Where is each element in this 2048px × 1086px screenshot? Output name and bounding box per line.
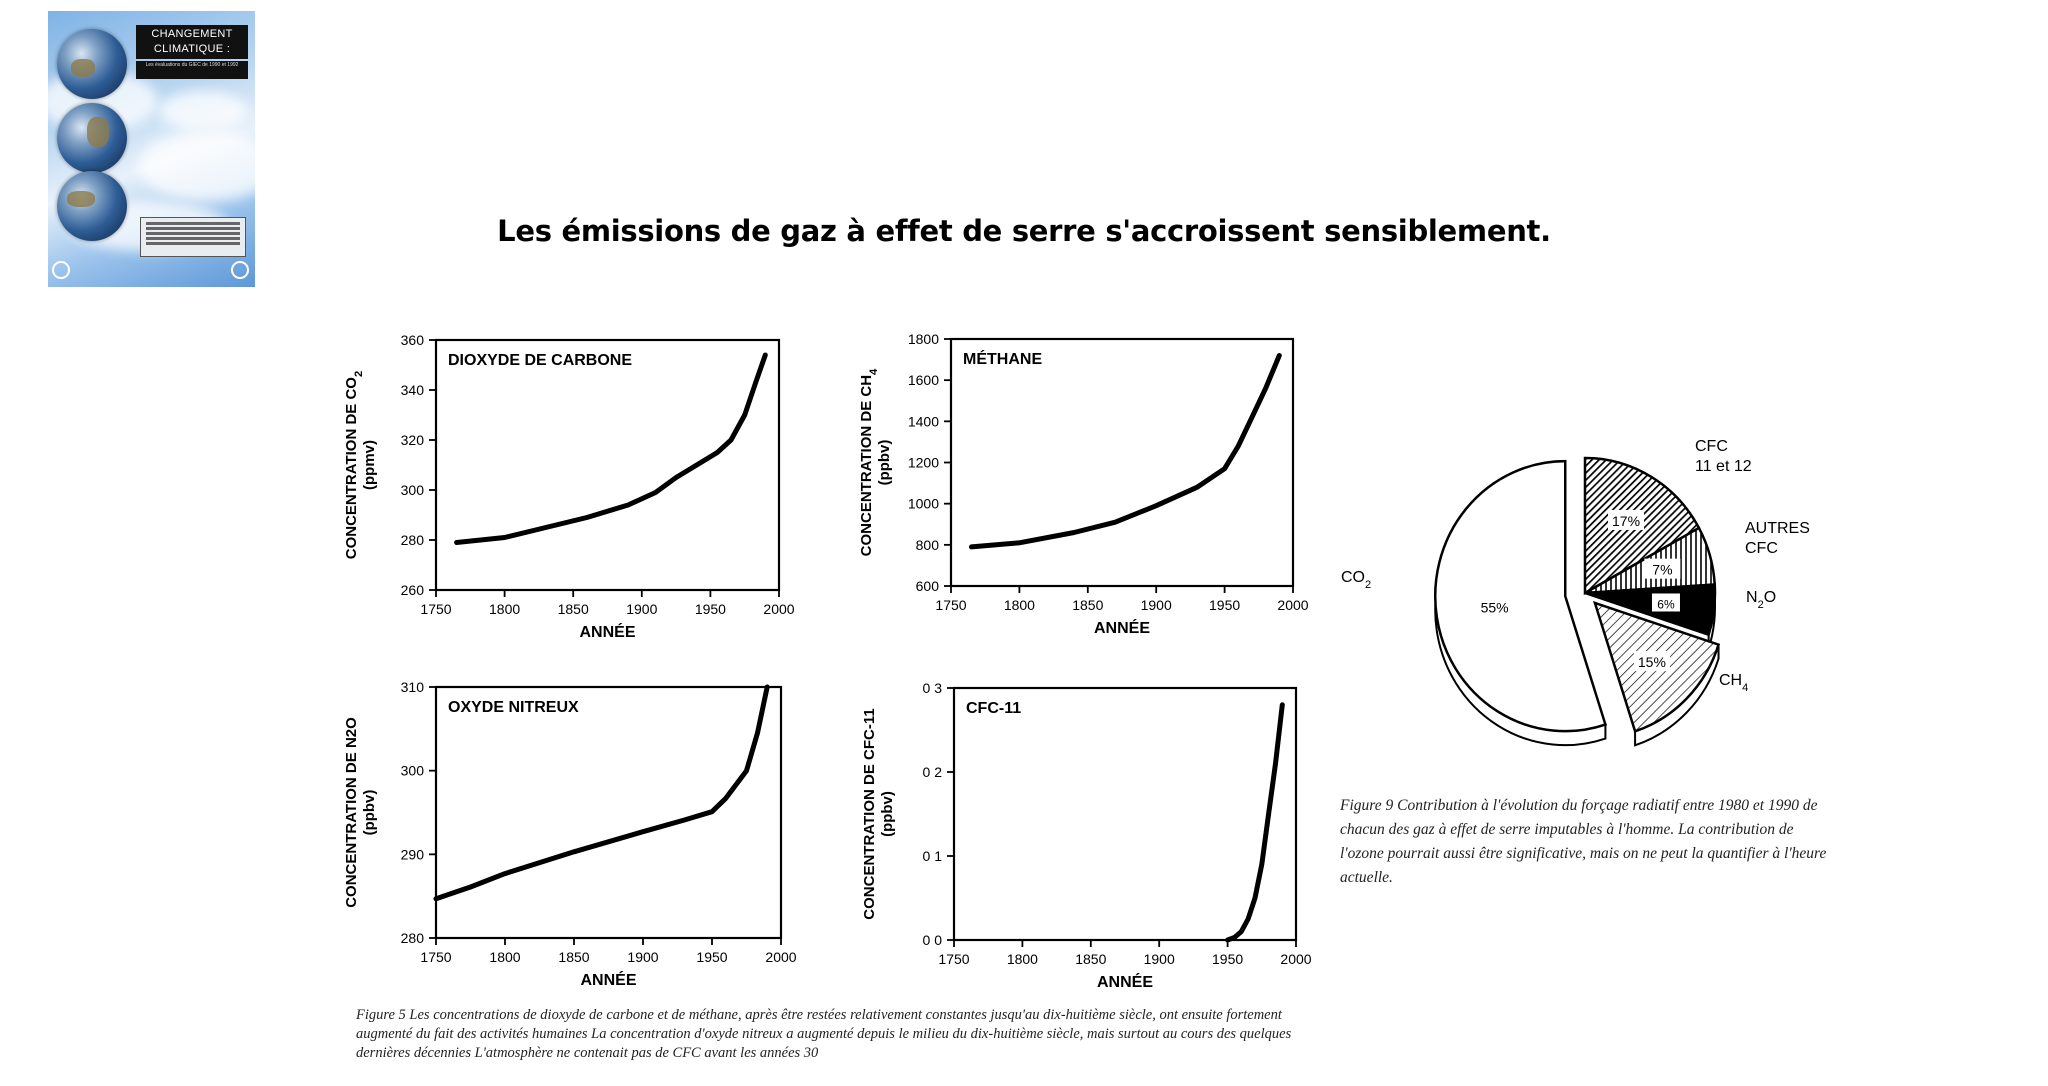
x-tick-label: 1850 (1075, 951, 1107, 967)
y-tick-label: 320 (400, 432, 424, 448)
chart-title: MÉTHANE (963, 351, 1043, 368)
pie-category-label: CFC (1695, 438, 1728, 455)
y-axis-unit: (ppbv) (876, 439, 893, 486)
pie-value-label: 7% (1652, 561, 1673, 578)
chart-4 (861, 680, 1312, 991)
cover-title: CHANGEMENT CLIMATIQUE : (136, 25, 248, 59)
y-tick-label: 260 (400, 582, 424, 598)
data-line (436, 687, 767, 899)
x-tick-label: 1750 (420, 601, 452, 617)
x-tick-label: 2000 (765, 949, 797, 965)
plot-frame (436, 340, 779, 590)
plot-frame (954, 688, 1296, 940)
y-axis-unit: (ppbv) (879, 791, 896, 837)
x-axis-label: ANNÉE (1093, 620, 1151, 637)
y-axis-label: CONCENTRATION DE $CH_4$ (858, 368, 880, 557)
y-axis-unit: (ppbv) (361, 789, 378, 836)
y-tick-label: 1600 (907, 372, 939, 389)
y-tick-label: 310 (400, 679, 424, 695)
plot-frame (436, 687, 781, 938)
pie-category-label: 11 et 12 (1695, 458, 1752, 475)
x-tick-label: 1900 (627, 949, 659, 965)
y-axis-label: CONCENTRATION DE N2O (343, 717, 360, 908)
chart-title: OXYDE NITREUX (448, 699, 579, 716)
y-tick-label: 1400 (907, 413, 939, 430)
x-tick-label: 1800 (1006, 951, 1038, 967)
x-tick-label: 1950 (1209, 597, 1241, 613)
y-tick-label: 360 (400, 332, 424, 348)
x-tick-label: 2000 (763, 601, 795, 617)
x-tick-label: 2000 (1277, 597, 1309, 613)
plot-frame (951, 339, 1293, 586)
x-tick-label: 1850 (557, 601, 589, 617)
x-tick-label: 1900 (1143, 951, 1175, 967)
x-tick-label: 1900 (1140, 597, 1172, 613)
y-axis-unit: (ppmv) (361, 440, 378, 490)
pie-category-label: AUTRES (1745, 520, 1810, 537)
figure9-caption: Figure 9 Contribution à l'évolution du forçage radiatif entre 1980 et 1990 de chacun des gaz à effet de serre imputables à l'homme. La contribution de l'ozone pourrait aussi être significative, mais on ne peut la quantifier à l'heure actuelle. (1340, 797, 1827, 886)
data-line (1228, 705, 1283, 940)
x-tick-label: 1750 (420, 949, 452, 965)
y-tick-label: 280 (400, 532, 424, 548)
y-tick-label: 1200 (907, 454, 939, 471)
slide-headline: Les émissions de gaz à effet de serre s'accroissent sensiblement. (497, 214, 1551, 248)
x-tick-label: 1900 (626, 601, 658, 617)
x-tick-label: 1950 (694, 601, 726, 617)
y-tick-label: 1800 (907, 331, 939, 347)
y-tick-label: 300 (400, 482, 424, 498)
pie-chart (1341, 438, 1810, 745)
cover-subtitle: Les évaluations du GIEC de 1990 et 1992 (136, 61, 248, 79)
y-axis-label: CONCENTRATION DE CFC-11 (861, 708, 878, 920)
data-line (972, 356, 1280, 547)
data-line (457, 355, 766, 543)
y-tick-label: 340 (400, 382, 424, 398)
pie-category-label: $CO_2$ (1341, 569, 1372, 591)
x-tick-label: 1950 (1212, 951, 1244, 967)
x-axis-label: ANNÉE (1096, 974, 1154, 991)
y-tick-label: 0 3 (922, 680, 942, 696)
y-tick-label: 290 (400, 846, 424, 863)
pie-category-label: $CH_4$ (1719, 672, 1749, 694)
chart-3 (343, 679, 797, 989)
x-tick-label: 1750 (938, 951, 970, 967)
pie-category-label: $N_2O$ (1746, 589, 1777, 611)
x-axis-label: ANNÉE (579, 624, 636, 641)
y-tick-label: 600 (915, 578, 939, 594)
pie-category-label: CFC (1745, 540, 1778, 557)
y-axis-label: CONCENTRATION DE $CO_2$ (343, 370, 365, 560)
chart-1 (343, 332, 795, 641)
y-tick-label: 1000 (907, 495, 939, 512)
pie-value-label: 17% (1612, 512, 1641, 529)
chart-2 (858, 331, 1309, 637)
x-tick-label: 1800 (1003, 597, 1035, 613)
figure5-caption: Figure 5 Les concentrations de dioxyde de carbone et de méthane, après être restées relativement constantes jusqu'au dix-huitième siècle, ont ensuite fortement augmenté du fait des activités humaines La concentration d'oxyde nitreux a augmenté depuis le milieu du dix-huitième siècle, mais surtout au cours des quelques dernières décennies L'atmosphère ne contenait pas de CFC avant les années 30 (356, 1007, 1292, 1061)
chart-title: DIOXYDE DE CARBONE (448, 352, 633, 369)
y-tick-label: 800 (915, 536, 939, 553)
x-tick-label: 1850 (1072, 597, 1104, 613)
pie-value-label: 55% (1480, 599, 1509, 616)
x-tick-label: 1800 (489, 601, 521, 617)
y-tick-label: 280 (400, 930, 424, 946)
pie-value-label: 6% (1657, 597, 1675, 612)
chart-title: CFC-11 (966, 700, 1022, 717)
x-axis-label: ANNÉE (580, 972, 637, 989)
x-tick-label: 1750 (935, 597, 967, 613)
y-tick-label: 300 (400, 762, 424, 779)
pie-value-label: 15% (1637, 654, 1666, 671)
x-tick-label: 1850 (558, 949, 590, 965)
y-tick-label: 0 2 (922, 764, 942, 780)
x-tick-label: 2000 (1280, 951, 1312, 967)
y-tick-label: 0 1 (922, 848, 942, 864)
x-tick-label: 1800 (489, 949, 521, 965)
y-tick-label: 0 0 (922, 932, 942, 948)
x-tick-label: 1950 (696, 949, 728, 965)
